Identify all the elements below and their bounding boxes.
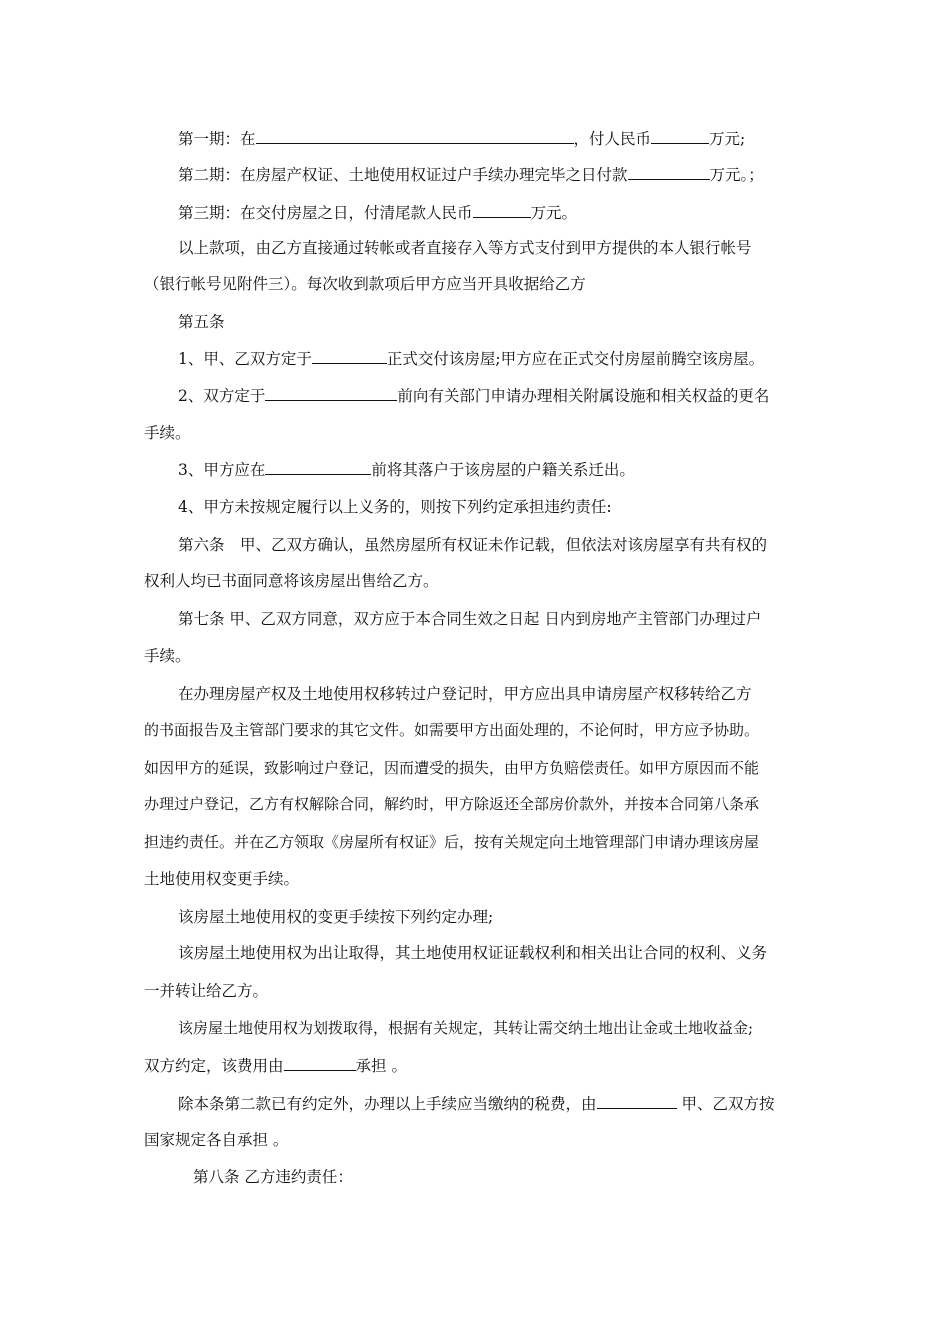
- article-5-item-3: 3、甲方应在 前将其落户于该房屋的户籍关系迁出。: [178, 458, 635, 481]
- blank-field: [256, 127, 574, 144]
- paragraph-line: 担违约责任。并在乙方领取《房屋所有权证》后，按有关规定向土地管理部门申请办理该房屋: [144, 833, 760, 851]
- paragraph-line: 办理过户登记，乙方有权解除合同，解约时，甲方除返还全部房价款外，并按本合同第八条承: [144, 795, 760, 813]
- paragraph-line: 如因甲方的延误，致影响过户登记，因而遭受的损失，由甲方负赔偿责任。如甲方原因而不能: [144, 759, 760, 777]
- article-5-item-4: 4、甲方未按规定履行以上义务的，则按下列约定承担违约责任:: [178, 498, 612, 516]
- article-6: 第六条 甲、乙双方确认，虽然房屋所有权证未作记载，但依法对该房屋享有共有权的: [178, 536, 768, 554]
- paragraph-line: 以上款项，由乙方直接通过转帐或者直接存入等方式支付到甲方提供的本人银行帐号: [178, 239, 752, 257]
- blank-field: [265, 384, 397, 401]
- paragraph-line: 该房屋土地使用权为划拨取得，根据有关规定，其转让需交纳土地出让金或土地收益金;: [178, 1019, 754, 1037]
- article-5-item-2: 2、双方定于 前向有关部门申请办理相关附属设施和相关权益的更名: [178, 384, 769, 407]
- blank-field: [628, 163, 710, 180]
- article-7: 第七条 甲、乙双方同意，双方应于本合同生效之日起 日内到房地产主管部门办理过户: [178, 610, 762, 628]
- paragraph-line: 该房屋土地使用权为出让取得，其土地使用权证证载权利和相关出让合同的权利、义务: [178, 944, 768, 962]
- article-8-heading: 第八条 乙方违约责任：: [193, 1168, 353, 1186]
- paragraph-line: 权利人均已书面同意将该房屋出售给乙方。: [144, 572, 439, 590]
- paragraph-line: （银行帐号见附件三）。每次收到款项后甲方应当开具收据给乙方: [144, 275, 586, 293]
- tax-line: 除本条第二款已有约定外，办理以上手续应当缴纳的税费，由 甲、乙双方按: [178, 1092, 774, 1115]
- blank-field: [284, 1054, 356, 1071]
- blank-field: [597, 1092, 677, 1109]
- paragraph-line: 在办理房屋产权及土地使用权移转过户登记时，甲方应出具申请房屋产权移转给乙方: [178, 685, 752, 703]
- blank-field: [312, 347, 387, 364]
- paragraph-line: 国家规定各自承担 。: [144, 1131, 289, 1149]
- payment-phase-2: 第二期：在房屋产权证、土地使用权证过户手续办理完毕之日付款 万元。；: [178, 163, 764, 186]
- paragraph-line: 一并转让给乙方。: [144, 982, 269, 1000]
- paragraph-line: 该房屋土地使用权的变更手续按下列约定办理;: [178, 908, 494, 926]
- article-5-heading: 第五条: [178, 313, 225, 331]
- payment-phase-1: 第一期：在 ，付人民币 万元;: [178, 127, 745, 150]
- paragraph-line: 手续。: [144, 647, 191, 665]
- paragraph-line: 的书面报告及主管部门要求的其它文件。如需要甲方出面处理的，不论何时，甲方应予协助。: [144, 721, 760, 739]
- paragraph-line: 土地使用权变更手续。: [144, 870, 300, 888]
- blank-field: [265, 458, 371, 475]
- blank-field: [651, 127, 709, 144]
- blank-field: [473, 201, 531, 218]
- paragraph-line: 手续。: [144, 424, 191, 442]
- fee-bearer-line: 双方约定，该费用由 承担 。: [144, 1054, 407, 1077]
- payment-phase-3: 第三期：在交付房屋之日，付清尾款人民币 万元。: [178, 201, 577, 224]
- article-5-item-1: 1、甲、乙双方定于 正式交付该房屋;甲方应在正式交付房屋前腾空该房屋。: [178, 347, 764, 370]
